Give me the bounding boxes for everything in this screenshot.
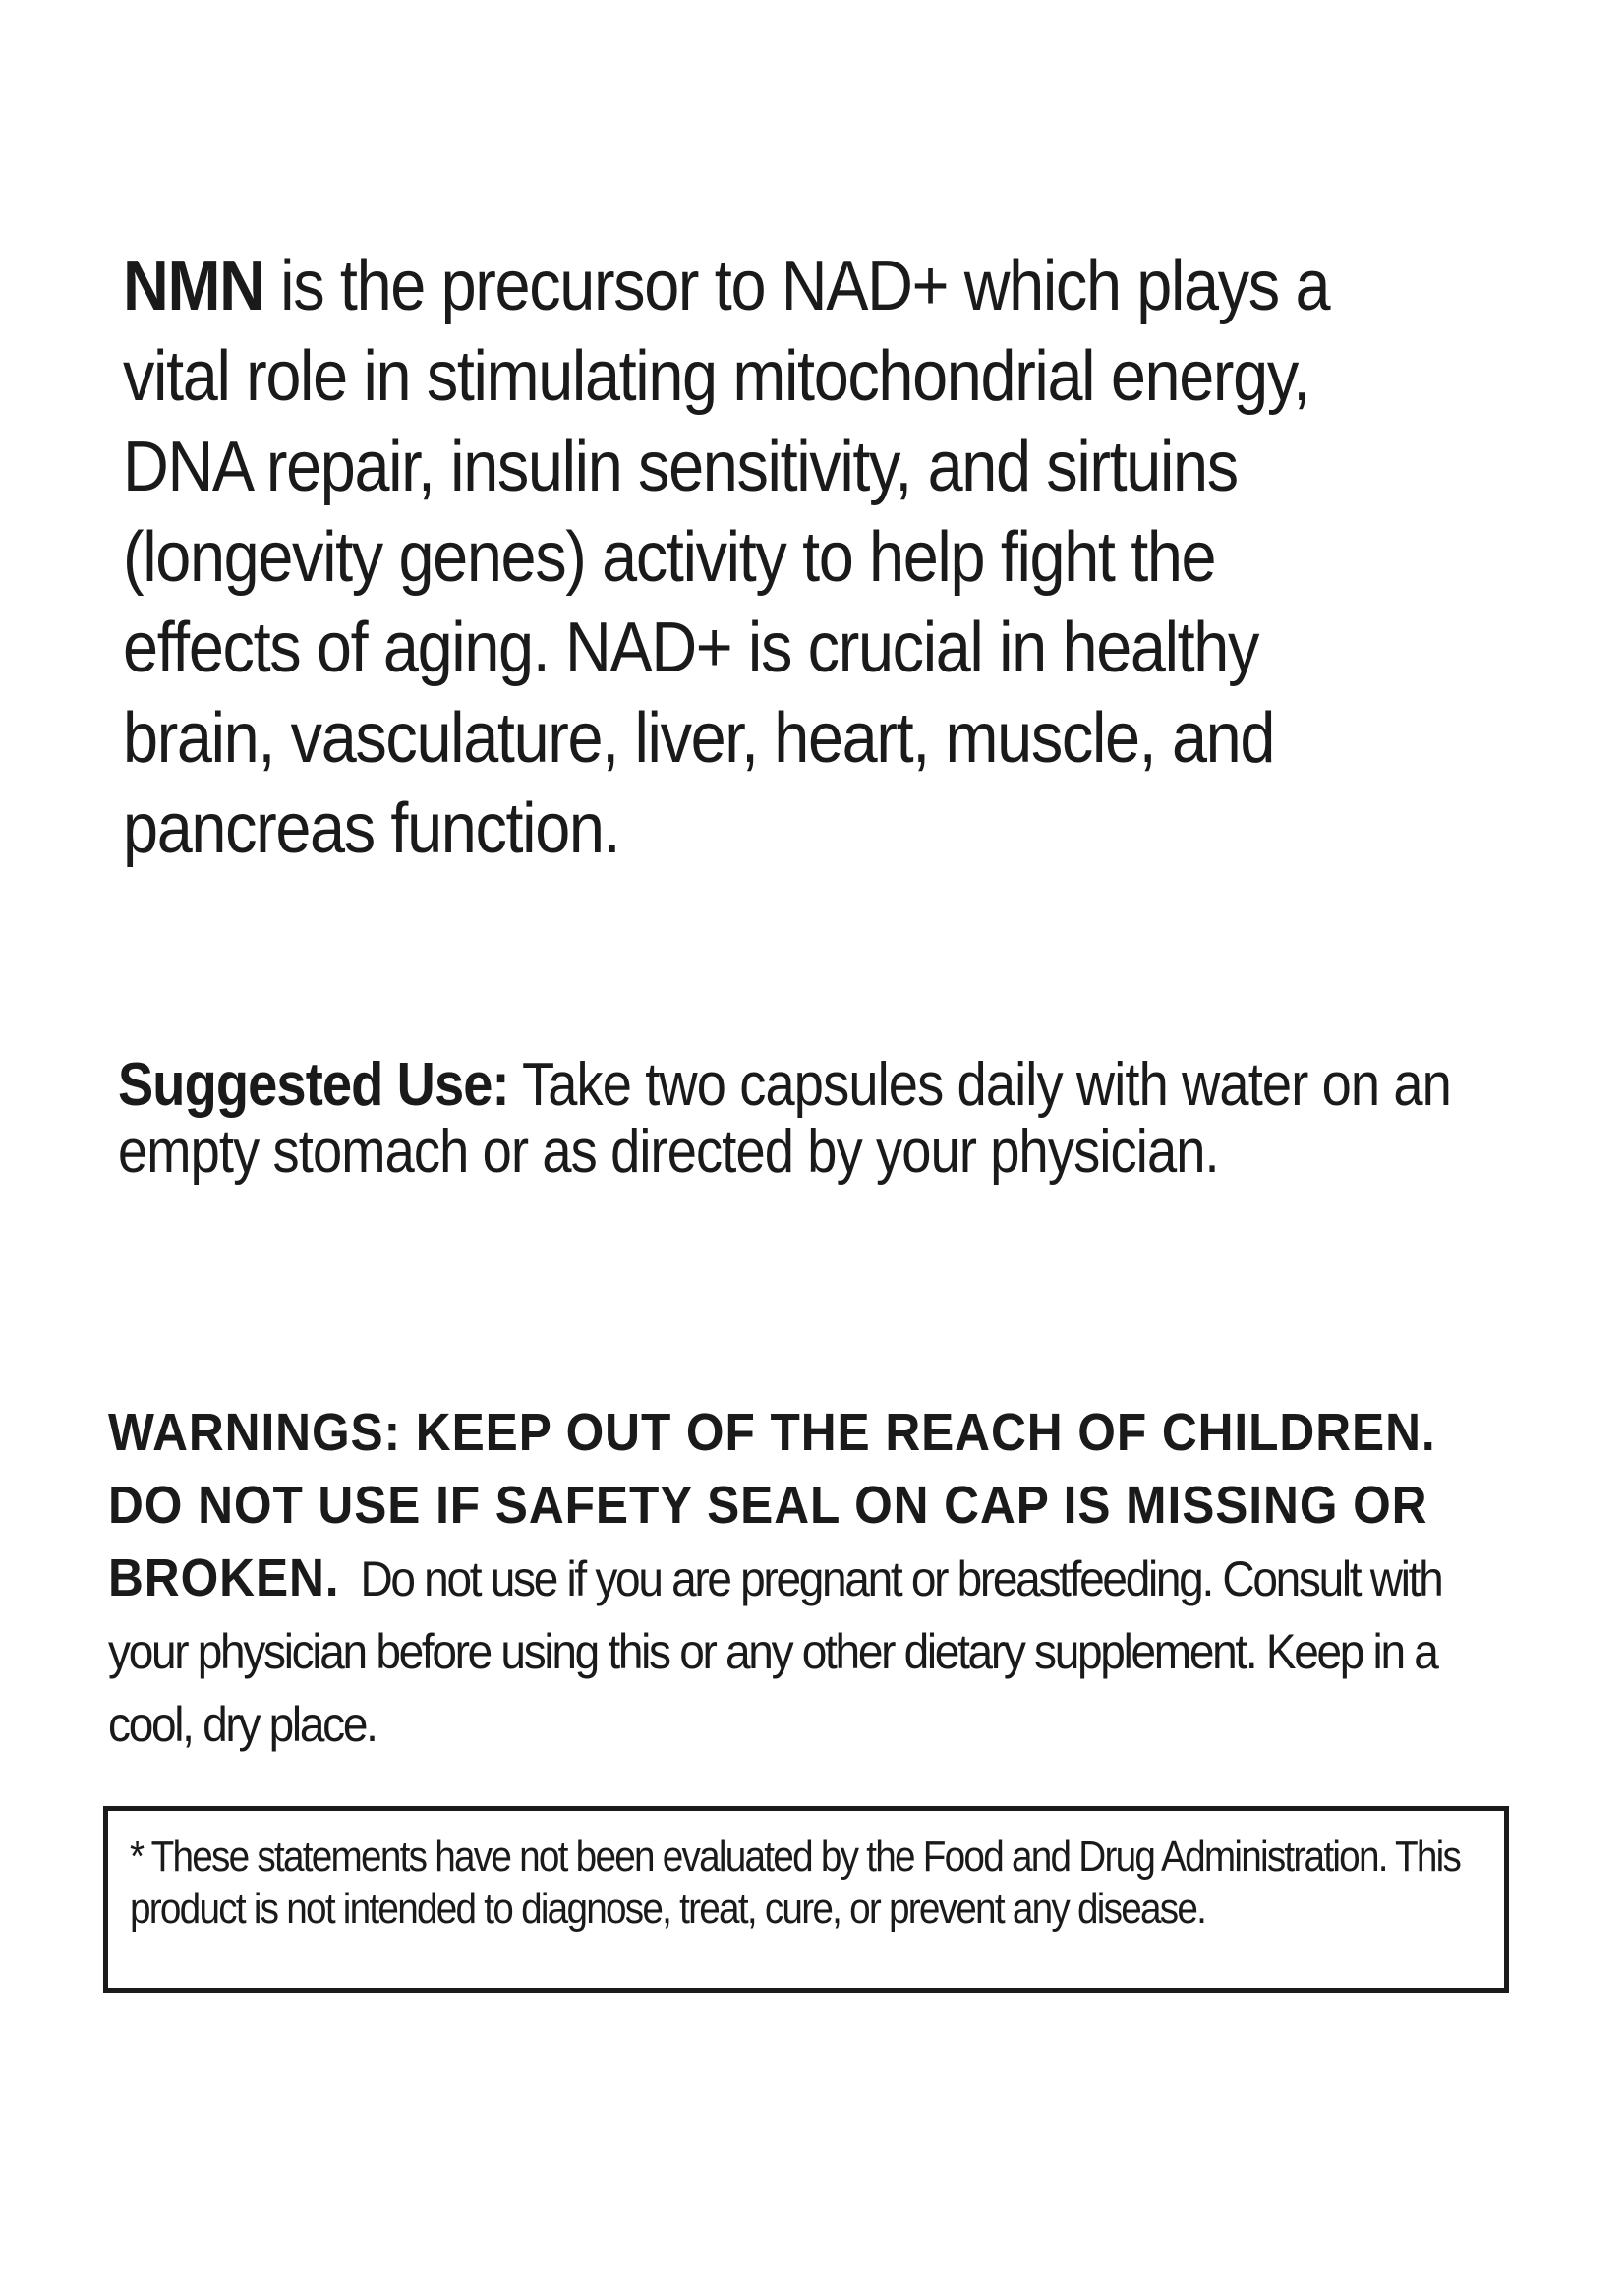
suggested-use bbox=[118, 1052, 1494, 1186]
fda-disclaimer-box bbox=[103, 1806, 1509, 1993]
suggested-use-text: Take two capsules daily with water on an empty stomach or as directed by your physician. bbox=[118, 1051, 1451, 1186]
fda-disclaimer-text: * These statements have not been evaluated by the Food and Drug Administration. This product is not intended to diagnose, treat, cure, or prevent any disease. bbox=[130, 1833, 1461, 1933]
product-description-text: is the precursor to NAD+ which plays a vital role in stimulating mitochondrial energy, DNA repair, insulin sensitivity, and sirtuins (longevity genes) activity to help fight the effects of aging. NAD+ is crucial in healthy brain, vasculature, liver, heart, muscle, and pancreas function. bbox=[123, 247, 1330, 868]
warnings-heading: WARNINGS: KEEP OUT OF THE REACH OF CHILDREN. DO NOT USE IF SAFETY SEAL ON CAP IS MISSING OR BROKEN. bbox=[108, 1403, 1436, 1607]
product-description bbox=[123, 241, 1406, 874]
warnings bbox=[108, 1396, 1519, 1761]
suggested-use-heading: Suggested Use: bbox=[118, 1051, 509, 1119]
product-name: NMN bbox=[123, 247, 264, 325]
warnings-text: Do not use if you are pregnant or breastfeeding. Consult with your physician before using this or any other dietary supplement. Keep in a cool, dry place. bbox=[108, 1551, 1452, 1752]
